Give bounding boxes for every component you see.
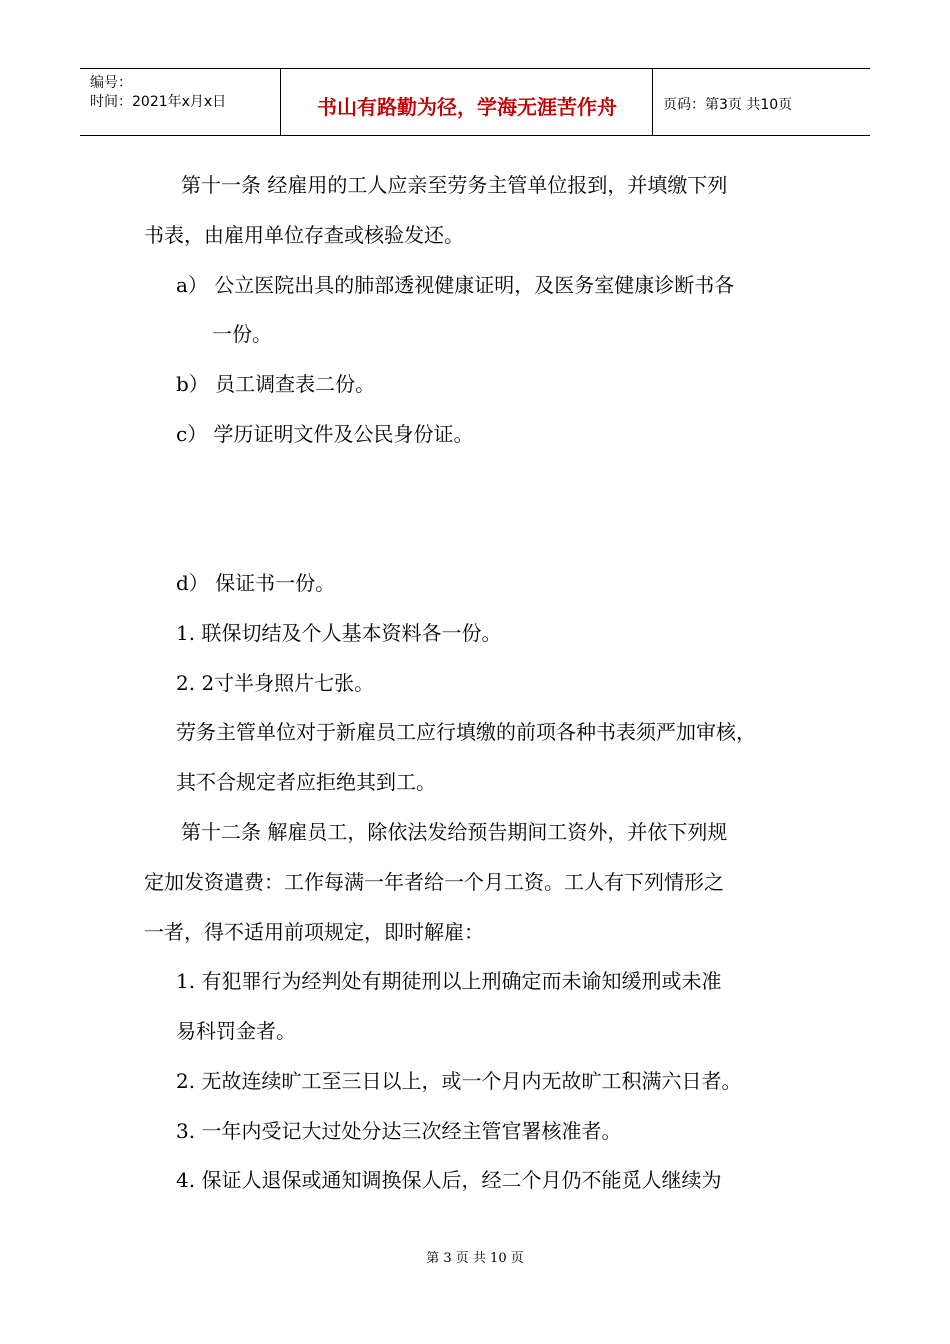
dismissal-item-4: 4. 保证人退保或通知调换保人后，经二个月仍不能觅人继续为 xyxy=(176,1168,722,1192)
article-12-line-2: 定加发资遣费：工作每满一年者给一个月工资。工人有下列情形之 xyxy=(144,870,724,894)
header-page-code: 页码：第3页 共10页 xyxy=(663,97,793,113)
document-time-label: 时间：2021年x月x日 xyxy=(90,94,227,110)
document-number-label: 编号： xyxy=(90,75,132,91)
item-d: d） 保证书一份。 xyxy=(176,571,336,595)
dismissal-item-1-line-1: 1. 有犯罪行为经判处有期徒刑以上刑确定而未谕知缓刑或未准 xyxy=(176,969,722,993)
article-11-line-2: 书表，由雇用单位存查或核验发还。 xyxy=(144,223,464,247)
item-a-line-1: a） 公立医院出具的肺部透视健康证明，及医务室健康诊断书各 xyxy=(176,273,735,297)
dismissal-item-3: 3. 一年内受记大过处分达三次经主管官署核准者。 xyxy=(176,1119,622,1143)
item-c: c） 学历证明文件及公民身份证。 xyxy=(176,422,474,446)
review-line-1: 劳务主管单位对于新雇员工应行填缴的前项各种书表须严加审核， xyxy=(176,720,756,744)
sub-item-1: 1. 联保切结及个人基本资料各一份。 xyxy=(176,621,502,645)
item-a-line-2: 一份。 xyxy=(212,322,272,346)
dismissal-item-2: 2. 无故连续旷工至三日以上，或一个月内无故旷工积满六日者。 xyxy=(176,1069,742,1093)
header-page-cell xyxy=(653,69,870,135)
article-12-line-1: 第十二条 解雇员工，除依法发给预告期间工资外，并依下列规 xyxy=(181,820,728,844)
header-info-cell xyxy=(80,69,281,135)
sub-item-2: 2. 2寸半身照片七张。 xyxy=(176,671,375,695)
article-11-line-1: 第十一条 经雇用的工人应亲至劳务主管单位报到，并填缴下列 xyxy=(181,173,728,197)
header-motto: 书山有路勤为径，学海无涯苦作舟 xyxy=(317,95,617,119)
item-b: b） 员工调查表二份。 xyxy=(176,372,376,396)
page-footer: 第 3 页 共 10 页 xyxy=(426,1251,524,1266)
review-line-2: 其不合规定者应拒绝其到工。 xyxy=(176,770,436,794)
dismissal-item-1-line-2: 易科罚金者。 xyxy=(176,1019,296,1043)
page-header xyxy=(80,68,870,136)
article-12-line-3: 一者，得不适用前项规定，即时解雇： xyxy=(144,920,484,944)
header-motto-cell xyxy=(281,69,653,135)
